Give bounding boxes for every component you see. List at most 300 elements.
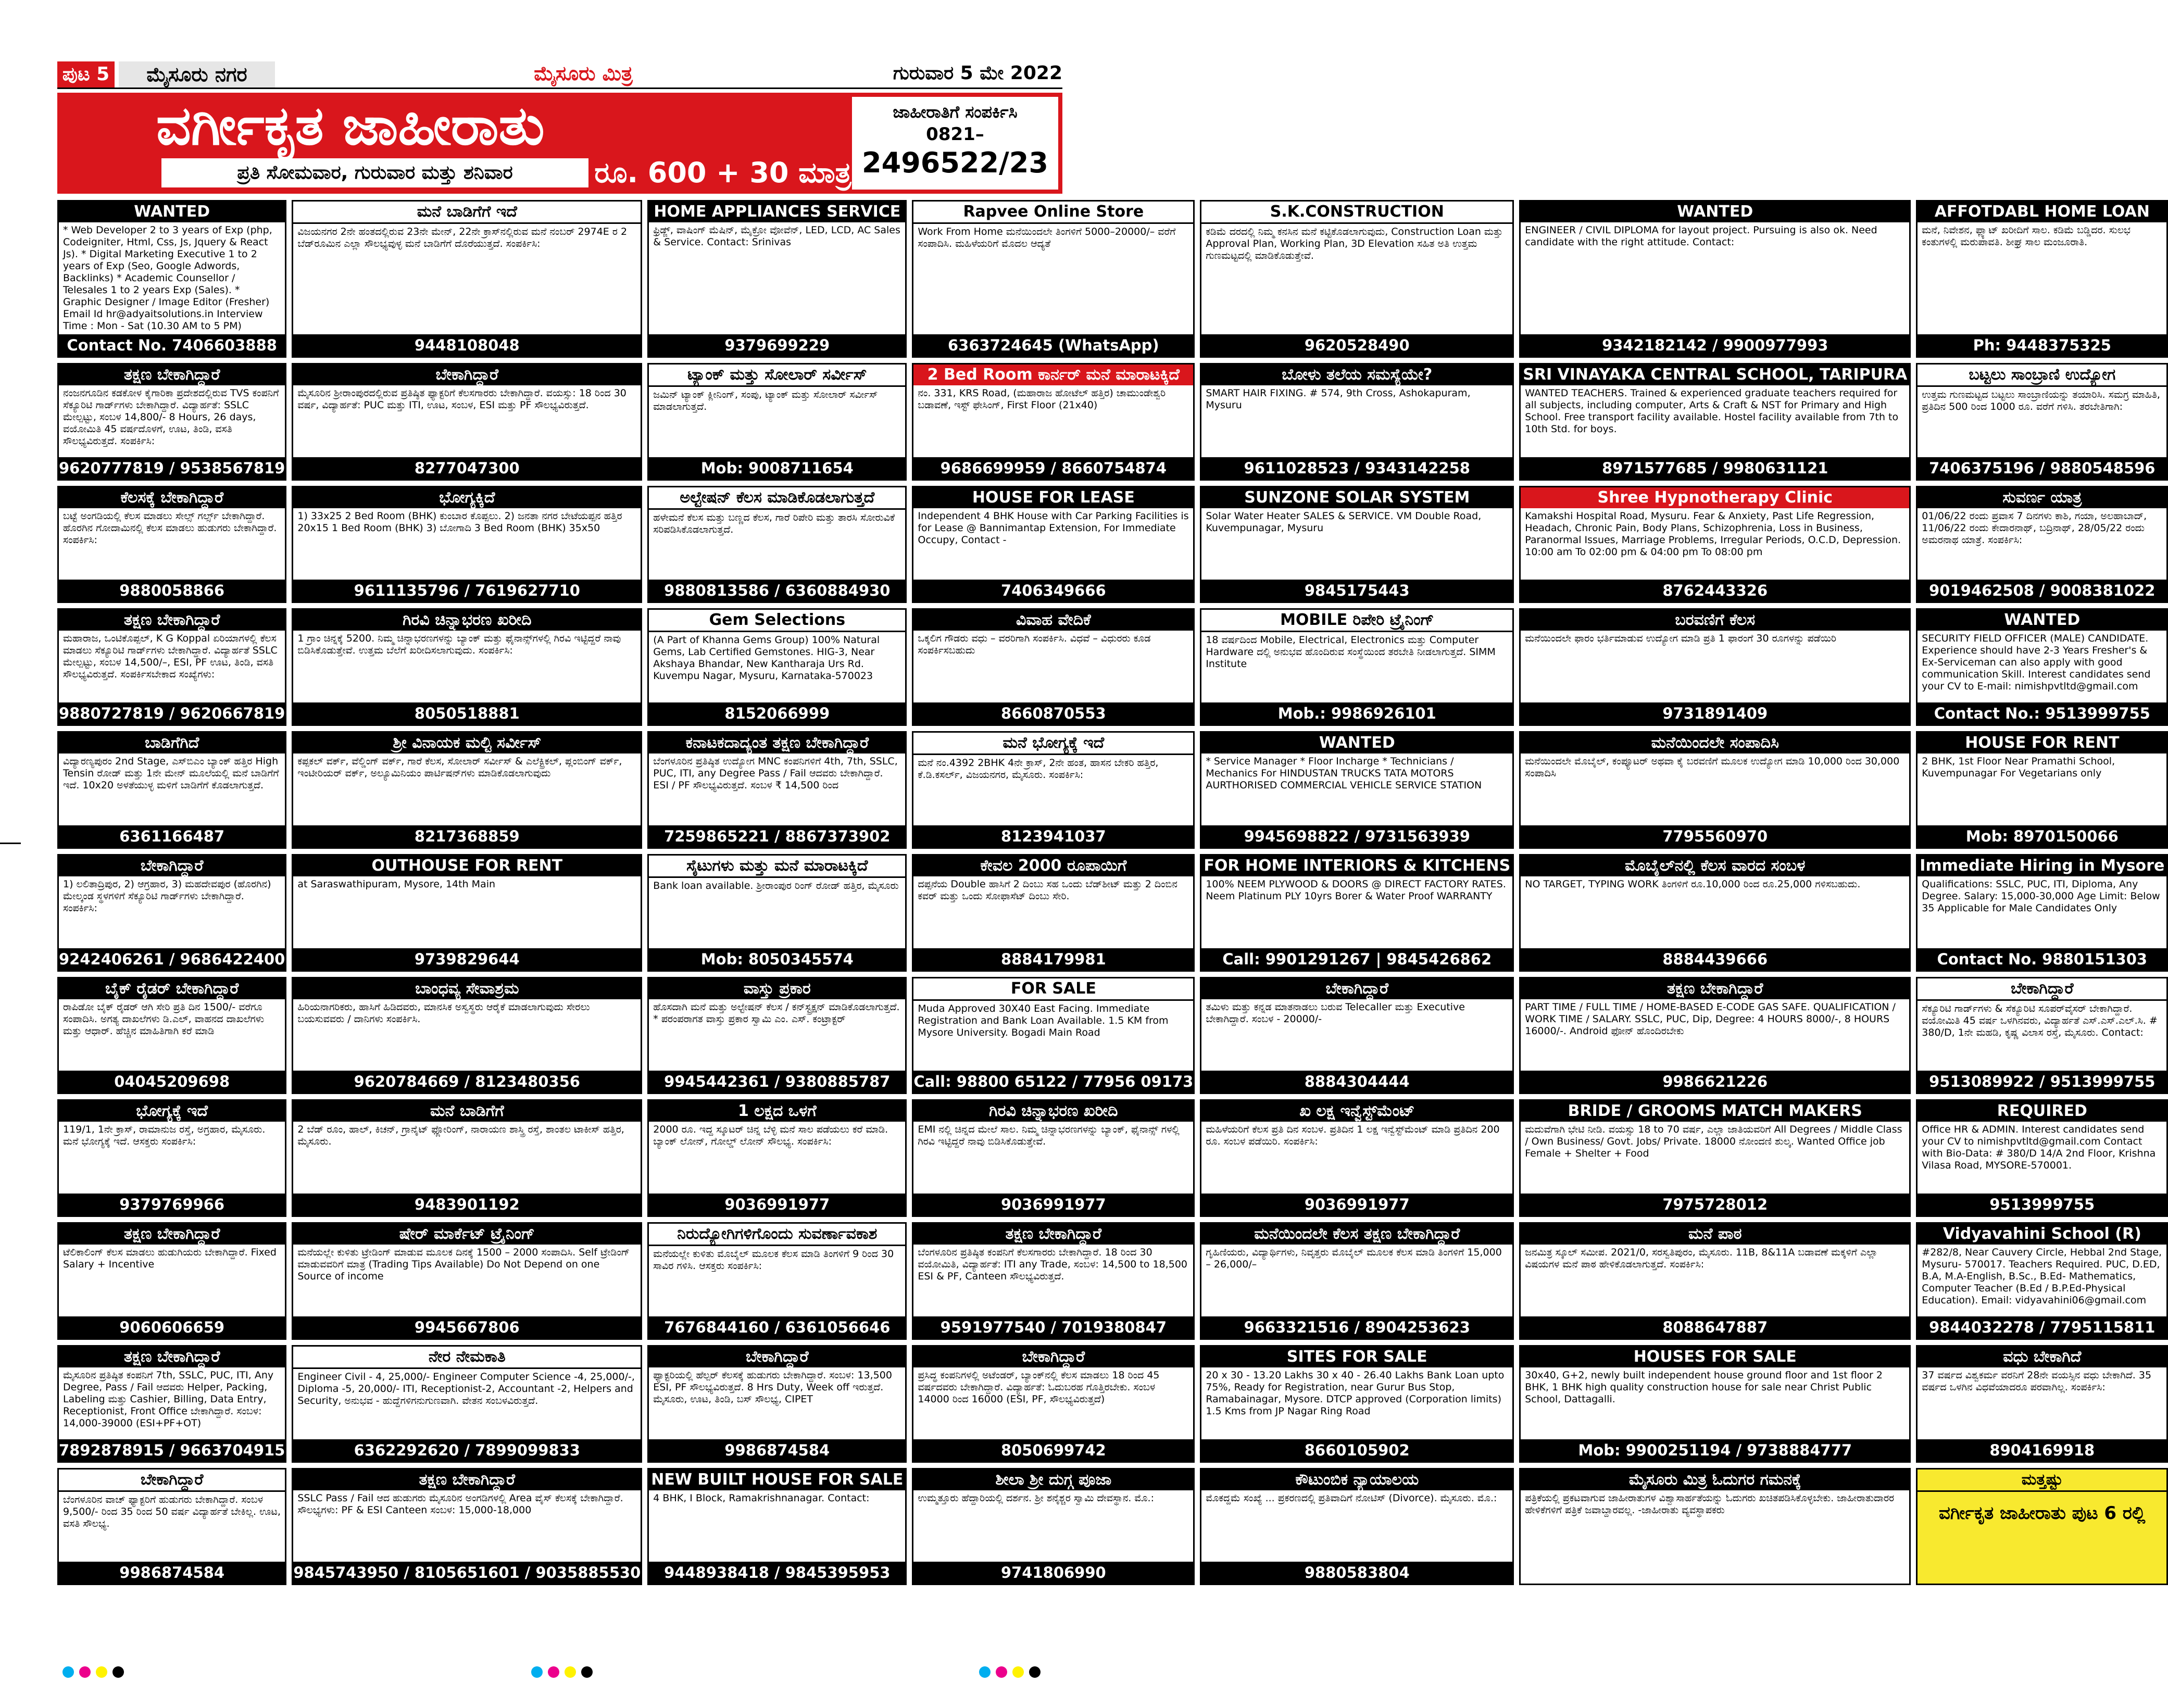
ad-body-text: ಕಪ್ಪಕಲ್ ವರ್ಕ್, ವೆಲ್ಡಿಂಗ್ ವರ್ಕ್, ಗಾರೆ ಕೆಲಸ, ಸೋಲಾರ್ ಸರ್ವೀಸ್ & ಎಲೆಕ್ಟ್ರಿಕಲ್, ಪ್ಲಂಬಿಂಗ್ ವರ್ಕ್, ಇಂಟೀರಿಯರ್ ವರ್ಕ್, ಅಲ್ಯೂಮಿನಿಯಂ ಪಾರ್ಟಿಷನ್‌ಗಳು ಮಾಡಿಕೊಡಲಾಗುವುದು — [297, 756, 622, 780]
ad-phone-number: 9845175443 — [1201, 580, 1512, 601]
ad-heading: ಬೋಳು ತಲೆಯ ಸಮಸ್ಯೆಯೇ? — [1201, 365, 1512, 385]
ad-body-text: Qualifications: SSLC, PUC, ITI, Diploma, Any Degree. Salary: 15,000-30,000 Age Limit: Below 35 Applicable for Male Candidates Only — [1922, 878, 2160, 914]
ad-body-text: ಗೃಹಿಣಿಯರು, ವಿದ್ಯಾರ್ಥಿಗಳು, ನಿವೃತ್ತರು ಮೊಬೈಲ್ ಮೂಲಕ ಕೆಲಸ ಮಾಡಿ ತಿಂಗಳಿಗೆ 15,000 – 26,000/– — [1206, 1247, 1502, 1271]
ad-heading: ತಕ್ಷಣ ಬೇಕಾಗಿದ್ದಾರೆ — [293, 1470, 641, 1490]
classified-ad — [292, 608, 642, 726]
ad-heading: WANTED — [59, 202, 285, 222]
ad-body-text: ರಾಪಿಡೋ ಬೈಕ್ ರೈಡರ್ ಆಗಿ ಸೇರಿ ಪ್ರತಿ ದಿನ 1500/- ವರೆಗೂ ಸಂಪಾದಿಸಿ. ಅಗತ್ಯ ದಾಖಲೆಗಳು ಡಿ.ಎಲ್, ವಾಹನದ ದಾಖಲೆಗಳು ಮತ್ತು ಆಧಾರ್. ಹೆಚ್ಚಿನ ಮಾಹಿತಿಗಾಗಿ ಕರೆ ಮಾಡಿ — [63, 1001, 265, 1037]
ad-phone-number: 8050518881 — [293, 702, 641, 724]
yellow-dot — [1012, 1666, 1024, 1678]
magenta-dot — [79, 1666, 91, 1678]
ad-body-text: * Web Developer 2 to 3 years of Exp (php, Codeigniter, Html, Css, Js, Jquery & React Js). * Digital Marketing Executive 1 to 2 years of Exp (Seo, Google Adwords, Backlinks) * Academic Counsellor / Telesales 1 to 2 years Exp (Sales). * Graphic Designer / Image Editor (Fresher) Email Id hr@adyaitsolutions.in Interview Time : Mon - Sat (10.30 AM to 5 PM) — [63, 224, 272, 332]
ad-heading: ತಕ್ಷಣ ಬೇಕಾಗಿದ್ದಾರೆ — [59, 1224, 285, 1245]
ad-phone-number: 9036991977 — [649, 1194, 905, 1215]
ad-heading: ಬೇಕಾಗಿದ್ದಾರೆ — [649, 1347, 905, 1367]
ad-phone-number: Contact No. 9880151303 — [1918, 948, 2166, 970]
header-title: ವರ್ಗೀಕೃತ ಜಾಹೀರಾತು — [156, 94, 545, 157]
classified-ad — [57, 1345, 286, 1463]
classified-ad — [1200, 1345, 1514, 1463]
ad-phone-number: 9342182142 / 9900977993 — [1521, 334, 1909, 356]
ad-heading: ನೇರ ನೇಮಕಾತಿ — [293, 1347, 641, 1369]
classified-ad — [57, 854, 286, 972]
ad-phone-number: 7795560970 — [1521, 825, 1909, 847]
ad-heading: WANTED — [1918, 610, 2166, 631]
ad-heading: S.K.CONSTRUCTION — [1201, 202, 1512, 224]
ad-body-text: ಬೆಂಗಳೂರಿನ ಪ್ರತಿಷ್ಠಿತ ಕಂಪನಿಗೆ ಕೆಲಸಗಾರರು ಬೇಕಾಗಿದ್ದಾರೆ. 18 ರಿಂದ 30 ವಯೋಮಿತಿ, ವಿದ್ಯಾರ್ಹತೆ: ITI any Trade, ಸಂಬಳ: 14,500 to 18,500 ESI & PF, Canteen ಸೌಲಭ್ಯವಿರುತ್ತದೆ. — [918, 1247, 1188, 1283]
ad-body-text: ಫ್ಯಾಕ್ಟರಿಯಲ್ಲಿ ಹೆಲ್ಪರ್ ಕೆಲಸಕ್ಕೆ ಹುಡುಗರು ಬೇಕಾಗಿದ್ದಾರೆ. ಸಂಬಳ: 13,500 ESI, PF ಸೌಲಭ್ಯವಿರುತ್ತದೆ. 8 Hrs Duty, Week off ಇರುತ್ತದೆ. ಮೈಸೂರು, ಊಟ, ತಿಂಡಿ, ಬಸ್ ಸೌಲಭ್ಯ, CIPET — [653, 1369, 892, 1405]
ad-heading: ಅಲ್ಟೇಷನ್ ಕೆಲಸ ಮಾಡಿಕೊಡಲಾಗುತ್ತದೆ — [649, 487, 905, 510]
publication-date: ಗುರುವಾರ 5 ಮೇ 2022 — [893, 62, 1062, 84]
classified-ad — [647, 977, 907, 1095]
ad-heading: ಮನೆಯಿಂದಲೇ ಕೆಲಸ ತಕ್ಷಣ ಬೇಕಾಗಿದ್ದಾರೆ — [1201, 1224, 1512, 1245]
ad-body-text: ಹಳೇಮನೆ ಕೆಲಸ ಮತ್ತು ಬಣ್ಣದ ಕೆಲಸ, ಗಾರೆ ರಿಪೇರಿ ಮತ್ತು ತಾರಸಿ ಸೋರುವಿಕೆ ಸರಿಪಡಿಸಿಕೊಡಲಾಗುತ್ತದೆ. — [653, 511, 895, 535]
ad-body-text: Kamakshi Hospital Road, Mysuru. Fear & Anxiety, Past Life Regression, Headach, Chronic Pain, Body Plans, Schizophrenia, Loss in Business, Paranormal Issues, Marriage Problems, Irregular Periods, O.C.D, Depression. 10:00 am To 02:00 pm & 04:00 pm To 08:00 pm — [1525, 510, 1901, 558]
ad-phone-number: 9663321516 / 8904253623 — [1201, 1316, 1512, 1338]
ad-heading: HOME APPLIANCES SERVICE — [649, 202, 905, 222]
yellow-dot — [96, 1666, 107, 1678]
ad-phone-number: 8904169918 — [1918, 1439, 2166, 1461]
classified-ad — [1916, 1222, 2168, 1340]
classified-ad — [1519, 608, 1911, 726]
ad-heading: REQUIRED — [1918, 1101, 2166, 1122]
ad-body-text: ಮನೆಯಲ್ಲೇ ಕುಳಿತು ಟ್ರೇಡಿಂಗ್ ಮಾಡುವ ಮೂಲಕ ದಿನಕ್ಕೆ 1500 – 2000 ಸಂಪಾದಿಸಿ. Self ಟ್ರೇಡಿಂಗ್ ಮಾಡುವವರಿಗೆ ಮಾತ್ರ (Trading Tips Available) Do Not Depend on one Source of income — [297, 1247, 630, 1283]
ad-phone-number: 9880058866 — [59, 580, 285, 601]
classified-ad — [647, 1222, 907, 1340]
ad-body-text: SSLC Pass / Fail ಆದ ಹುಡುಗರು ಮೈಸೂರಿನ ಅಂಗಡಿಗಳಲ್ಲಿ Area ವೈಸ್ ಕೆಲಸಕ್ಕೆ ಬೇಕಾಗಿದ್ದಾರೆ. ಸೌಲಭ್ಯಗಳು: PF & ESI Canteen ಸಂಬಳ: 15,000-18,000 — [297, 1492, 623, 1516]
ad-heading: ಮನೆ ಬಾಡಿಗೆಗೆ — [293, 1101, 641, 1122]
ad-heading: ಮನೆ ಪಾಠ — [1521, 1224, 1909, 1245]
classified-ad — [292, 1099, 642, 1217]
classified-ad — [647, 200, 907, 358]
page-number: ಪುಟ 5 — [57, 61, 115, 87]
ad-phone-number: Contact No.: 9513999755 — [1918, 702, 2166, 724]
ad-phone-number: 7892878915 / 9663704915 — [59, 1439, 285, 1461]
classified-ad — [912, 486, 1195, 604]
ad-heading: ಭೋಗ್ಯಕ್ಕೆ ಇದೆ — [59, 1101, 285, 1122]
classified-ad — [912, 1099, 1195, 1217]
ad-heading: ಗಿರವಿ ಚಿನ್ನಾಭರಣ ಖರೀದಿ — [913, 1101, 1193, 1122]
ad-body-text: ಬೆಂಗಳೂರಿನ ಪ್ರತಿಷ್ಠಿತ ಉದ್ಯೋಗ MNC ಕಂಪನಿಗಳಿಗೆ 4th, 7th, SSLC, PUC, ITI, any Degree Pass / Fail ಆದವರು ಬೇಕಾಗಿದ್ದಾರೆ. ESI / PF ಸೌಲಭ್ಯವಿರುತ್ತದೆ. ಸಂಬಳ ₹ 14,500 ರಿಂದ — [653, 756, 898, 792]
classified-ad — [57, 363, 286, 481]
ad-phone-number: Mob: 9008711654 — [649, 457, 905, 479]
classified-ad — [1200, 200, 1514, 358]
ad-body-text: SMART HAIR FIXING. # 574, 9th Cross, Ashokapuram, Mysuru — [1206, 387, 1471, 411]
top-strip — [57, 58, 1062, 89]
ad-phone-number: Ph: 9448375325 — [1918, 334, 2166, 356]
classified-ad — [1200, 608, 1514, 726]
ad-heading: ವಧು ಬೇಕಾಗಿದೆ — [1918, 1347, 2166, 1367]
ad-phone-number: 9880727819 / 9620667819 — [59, 702, 285, 724]
ad-phone-number: Contact No. 7406603888 — [59, 334, 285, 356]
classifieds-header — [57, 93, 1062, 194]
classified-ad — [292, 1468, 642, 1586]
ad-body-text: ತಮಿಳು ಮತ್ತು ಕನ್ನಡ ಮಾತನಾಡಲು ಬರುವ Telecaller ಮತ್ತು Executive ಬೇಕಾಗಿದ್ದಾರೆ. ಸಂಬಳ - 20000/- — [1206, 1001, 1465, 1025]
classified-ad — [57, 977, 286, 1095]
ad-heading: FOR SALE — [913, 978, 1193, 1001]
ad-heading: FOR HOME INTERIORS & KITCHENS — [1201, 856, 1512, 876]
ad-heading: ಮೊಬೈಲ್‌ನಲ್ಲಿ ಕೆಲಸ ವಾರದ ಸಂಬಳ — [1521, 856, 1909, 876]
classified-ad — [1519, 1468, 1911, 1586]
classified-ad — [292, 731, 642, 849]
cyan-dot — [62, 1666, 74, 1678]
ad-phone-number: Mob: 9900251194 / 9738884777 — [1521, 1439, 1909, 1461]
ad-heading: ಬೇಕಾಗಿದ್ದಾರೆ — [59, 856, 285, 876]
ad-body-text: ಬಟ್ಟೆ ಅಂಗಡಿಯಲ್ಲಿ ಕೆಲಸ ಮಾಡಲು ಸೇಲ್ಸ್ ಗರ್ಲ್ಸ್ ಬೇಕಾಗಿದ್ದಾರೆ. ಹೊರಗಿನ ಗೋದಾಮಿನಲ್ಲಿ ಕೆಲಸ ಮಾಡಲು ಹುಡುಗರು ಬೇಕಾಗಿದ್ದಾರೆ. ಸಂಪರ್ಕಿಸಿ: — [63, 510, 277, 546]
contact-number: 2496522/23 — [862, 146, 1048, 179]
ad-heading: ಕನಾಟಕದಾದ್ಯಂತ ತಕ್ಷಣ ಬೇಕಾಗಿದ್ದಾರೆ — [649, 733, 905, 753]
ad-heading: ತಕ್ಷಣ ಬೇಕಾಗಿದ್ದಾರೆ — [1521, 978, 1909, 999]
ad-body-text: 20 x 30 - 13.20 Lakhs 30 x 40 - 26.40 Lakhs Bank Loan upto 75%, Ready for Registration, near Gurur Bus Stop, Ramabainagar, Mysore. DTCP approved (Corporation limits) 1.5 Kms from JP Nagar Ring Road — [1206, 1369, 1505, 1417]
ad-heading: ವಾಸ್ತು ಪ್ರಕಾರ — [649, 978, 905, 999]
ad-phone-number: 9611028523 / 9343142258 — [1201, 457, 1512, 479]
ad-phone-number: 7406349666 — [913, 580, 1193, 601]
classified-ad — [647, 731, 907, 849]
ad-phone-number: 04045209698 — [59, 1071, 285, 1092]
classified-ad — [912, 363, 1195, 481]
ad-phone-number: 7406375196 / 9880548596 — [1918, 457, 2166, 479]
classified-ad — [292, 977, 642, 1095]
ad-body-text: * Service Manager * Floor Incharge * Technicians / Mechanics For HINDUSTAN TRUCKS TATA MOTORS AURTHORISED COMMERCIAL VEHICLE SERVICE STATION — [1206, 756, 1482, 792]
ad-heading: SRI VINAYAKA CENTRAL SCHOOL, TARIPURA — [1521, 365, 1909, 385]
classified-ad — [1519, 1345, 1911, 1463]
ad-heading: ಟ್ಯಾಂಕ್ ಮತ್ತು ಸೋಲಾರ್ ಸರ್ವೀಸ್ — [649, 365, 905, 387]
ad-body-text: 37 ವರ್ಷದ ವಿಶ್ವಕರ್ಮ ವರನಿಗೆ 28ನೇ ವಯಸ್ಸಿನ ವಧು ಬೇಕಾಗಿದೆ. 35 ವರ್ಷದ ಒಳಗಿನ ವಿಧವೆಯಾದರೂ ಪರವಾಗಿಲ್ಲ. ಸಂಪರ್ಕಿಸಿ: — [1922, 1369, 2152, 1393]
ad-body-text: Muda Approved 30X40 East Facing. Immediate Registration and Bank Loan Available. 1.5 KM from Mysore University. Bogadi Main Road — [918, 1002, 1169, 1038]
ad-body-text: ಉತ್ತಮ ಗುಣಮಟ್ಟದ ಬಟ್ಟಲು ಸಾಂಬ್ರಾಣಿಯನ್ನು ತಯಾರಿಸಿ. ಸಮಗ್ರ ಮಾಹಿತಿ, ಪ್ರತಿದಿನ 500 ರಿಂದ 1000 ರೂ. ವರೆಗೆ ಗಳಿಸಿ. ತರಬೇತಿಗಾಗಿ: — [1922, 389, 2160, 412]
classified-ad — [1916, 200, 2168, 358]
ad-phone-number: 9036991977 — [1201, 1194, 1512, 1215]
ad-body-text: 2 ಬೆಡ್ ರೂಂ, ಹಾಲ್, ಕಿಚನ್, ಗ್ರಾನೈಟ್ ಫ್ಲೋರಿಂಗ್, ನಾರಾಯಣ ಶಾಸ್ತ್ರಿ ರಸ್ತೆ, ಶಾಂತಲ ಟಾಕೀಸ್ ಹತ್ತಿರ, ಮೈಸೂರು. — [297, 1124, 624, 1148]
ad-phone-number: 9036991977 — [913, 1194, 1193, 1215]
ad-heading: SITES FOR SALE — [1201, 1347, 1512, 1367]
ad-heading: SUNZONE SOLAR SYSTEM — [1201, 487, 1512, 508]
ad-heading: ತಕ್ಷಣ ಬೇಕಾಗಿದ್ದಾರೆ — [913, 1224, 1193, 1245]
classified-ad — [292, 200, 642, 358]
ad-phone-number: 9060606659 — [59, 1316, 285, 1338]
ad-heading: ಬೇಕಾಗಿದ್ದಾರೆ — [1201, 978, 1512, 999]
ad-heading: ಬೇಕಾಗಿದ್ದಾರೆ — [1918, 978, 2166, 1001]
ad-body-text: ಮನೆ ನಂ.4392 2BHK 4ನೇ ಕ್ರಾಸ್, 2ನೇ ಹಂತ, ಹಾಸನ ಬೇಕರಿ ಹತ್ತಿರ, ಕೆ.ಡಿ.ಕಸರ್ಲ್, ವಿಜಯನಗರ, ಮೈಸೂರು. ಸಂಪರ್ಕಿಸಿ: — [918, 757, 1159, 781]
color-registration-left — [62, 1666, 124, 1682]
ad-heading: 1 ಲಕ್ಷದ ಒಳಗೆ — [649, 1101, 905, 1122]
ad-phone-number: 9448108048 — [293, 334, 641, 356]
ad-heading: ಭೋಗ್ಯಕ್ಕಿದೆ — [293, 487, 641, 508]
ad-phone-number: 8884439666 — [1521, 948, 1909, 970]
ad-phone-number: 9513089922 / 9513999755 — [1918, 1071, 2166, 1092]
ad-body-text: ಮನೆಯಿಂದಲೇ ಫಾರಂ ಭರ್ತಿಮಾಡುವ ಉದ್ಯೋಗ ಮಾಡಿ ಪ್ರತಿ 1 ಫಾರಂಗೆ 30 ರೂಗಳನ್ನು ಪಡೆಯಿರಿ — [1525, 633, 1837, 645]
ad-body-text: Independent 4 BHK House with Car Parking Facilities is for Lease @ Bannimantap Extension, For Immediate Occupy, Contact - — [918, 510, 1189, 546]
ad-body-text: ಕಡಿಮೆ ದರದಲ್ಲಿ ನಿಮ್ಮ ಕನಸಿನ ಮನೆ ಕಟ್ಟಿಕೊಡಲಾಗುವುದು, Construction Loan ಮತ್ತು Approval Plan, Working Plan, 3D Elevation ಸಹಿತ ಅತಿ ಉತ್ತಮ ಗುಣಮಟ್ಟದಲ್ಲಿ ಮಾಡಿಕೊಡುತ್ತೇವೆ. — [1206, 226, 1503, 261]
ad-body-text: ಮಹಿಳೆಯರಿಗೆ ಕೆಲಸ ಪ್ರತಿ ದಿನ ಸಂಬಳ. ಪ್ರತಿದಿನ 1 ಲಕ್ಷ ಇನ್ವೆಸ್ಟ್‌ಮೆಂಟ್ ಮಾಡಿ ಪ್ರತಿದಿನ 200 ರೂ. ಸಂಬಳ ಪಡೆಯಿರಿ. ಸಂಪರ್ಕಿಸಿ: — [1206, 1124, 1500, 1148]
ad-body-text: ಉಮ್ಮತ್ತೂರು ಹೆದ್ದಾರಿಯಲ್ಲಿ ದರ್ಶನ. ಶ್ರೀ ಶನೈಶ್ಚರ ಸ್ವಾಮಿ ದೇವಸ್ಥಾನ. ಮೊ.: — [918, 1492, 1154, 1504]
ad-heading: ತಕ್ಷಣ ಬೇಕಾಗಿದ್ದಾರೆ — [59, 610, 285, 631]
classified-ad — [57, 731, 286, 849]
ad-heading: OUTHOUSE FOR RENT — [293, 856, 641, 876]
classified-ad — [57, 1468, 286, 1586]
classified-ad — [1916, 363, 2168, 481]
ad-heading: ಬೇಕಾಗಿದ್ದಾರೆ — [913, 1347, 1193, 1367]
ad-phone-number: 9620784669 / 8123480356 — [293, 1071, 641, 1092]
classified-ad — [912, 1345, 1195, 1463]
ad-heading: ಗಿರವಿ ಚಿನ್ನಾಭರಣ ಖರೀದಿ — [293, 610, 641, 631]
ad-heading: ತಕ್ಷಣ ಬೇಕಾಗಿದ್ದಾರೆ — [59, 1347, 285, 1367]
ad-phone-number: 6361166487 — [59, 825, 285, 847]
ad-heading: ಕೌಟುಂಬಿಕ ನ್ಯಾಯಾಲಯ — [1201, 1470, 1512, 1490]
ad-body-text: 01/06/22 ರಂದು ಪ್ರವಾಸ 7 ದಿನಗಳು ಕಾಶಿ, ಗಯಾ, ಅಲಹಾಬಾದ್, 11/06/22 ರಂದು ಕೇದಾರನಾಥ್, ಬದ್ರಿನಾಥ್, 28/05/22 ರಂದು ಅಮರನಾಥ ಯಾತ್ರೆ. ಸಂಪರ್ಕಿಸಿ: — [1922, 510, 2147, 546]
ad-phone-number: 9242406261 / 9686422400 — [59, 948, 285, 970]
ad-body-text: 2 BHK, 1st Floor Near Pramathi School, Kuvempunagar For Vegetarians only — [1922, 756, 2115, 780]
magenta-dot — [996, 1666, 1007, 1678]
ad-heading: ಕೇವಲ 2000 ರೂಪಾಯಿಗೆ — [913, 856, 1193, 876]
classified-ad — [57, 1222, 286, 1340]
ad-heading: ಕೆಲಸಕ್ಕೆ ಬೇಕಾಗಿದ್ದಾರೆ — [59, 487, 285, 508]
ad-phone-number: 9741806990 — [913, 1562, 1193, 1584]
classified-ad — [647, 486, 907, 604]
ad-phone-number: 9379699229 — [649, 334, 905, 356]
contact-code: 0821– — [926, 124, 984, 145]
ad-body-text: ಹೊಸದಾಗಿ ಮನೆ ಮತ್ತು ಅಲ್ಟೇಷನ್ ಕೆಲಸ / ಕನ್‌ಸ್ಟ್ರಕ್ಷನ್ ಮಾಡಿಕೊಡಲಾಗುತ್ತದೆ. * ಪರಂಪರಾಗತ ವಾಸ್ತು ಪ್ರಕಾರ ಸ್ವಾಮಿ ಎಂ. ಎಸ್. ಕಂಟ್ರಾಕ್ಟರ್ — [653, 1001, 900, 1025]
ad-body-text: ವಿಜಯನಗರ 2ನೇ ಹಂತದಲ್ಲಿರುವ 23ನೇ ಮೇನ್, 22ನೇ ಕ್ರಾಸ್‌ನಲ್ಲಿರುವ ಮನೆ ನಂಬರ್ 2974E ರ 2 ಬೆಡ್‌ರೂಮಿನ ಎಲ್ಲಾ ಸೌಲಭ್ಯವುಳ್ಳ ಮನೆ ಬಾಡಿಗೆಗೆ ದೊರೆಯುತ್ತದೆ. ಸಂಪರ್ಕಿಸಿ: — [297, 226, 628, 249]
ad-body-text: ENGINEER / CIVIL DIPLOMA for layout project. Pursuing is also ok. Need candidate with the right attitude. Contact: — [1525, 224, 1877, 248]
ad-phone-number: 8277047300 — [293, 457, 641, 479]
ad-heading: ಬರವಣಿಗೆ ಕೆಲಸ — [1521, 610, 1909, 631]
ad-phone-number: 9845743950 / 8105651601 / 9035885530 — [293, 1562, 641, 1584]
classified-ad — [292, 1222, 642, 1340]
ad-body-text: ಬೆಂಗಳೂರಿನ ವಾಚ್ ಫ್ಯಾಕ್ಟರಿಗೆ ಹುಡುಗರು ಬೇಕಾಗಿದ್ದಾರೆ. ಸಂಬಳ 9,500/- ರಿಂದ 35 ರಿಂದ 50 ವರ್ಷ ವಿದ್ಯಾರ್ಹತೆ ಬೇಕಿಲ್ಲ. ಊಟ, ವಸತಿ ಸೌಲಭ್ಯ. — [63, 1493, 281, 1529]
ad-body-text: Bank loan available. ಶ್ರೀರಾಂಪುರ ರಿಂಗ್ ರೋಡ್ ಹತ್ತಿರ, ಮೈಸೂರು — [653, 880, 899, 891]
ad-body-text: Office HR & ADMIN. Interest candidates send your CV to nimishpvtltd@gmail.com Contact with Bio-Data: # 380/D 14/A 2nd Floor, Krishna Vilasa Road, MYSORE-570001. — [1922, 1124, 2156, 1172]
ad-phone-number: 8660870553 — [913, 702, 1193, 724]
ad-heading: ಮೈಸೂರು ಮಿತ್ರ ಓದುಗರ ಗಮನಕ್ಕೆ — [1521, 1470, 1909, 1490]
ad-body-text: WANTED TEACHERS. Trained & experienced graduate teachers required for all subjects, including computer, Arts & Craft & NST for Primary and High School. Free transport facility available. Hostel facility available from 7th to 10th Std. for boys. — [1525, 387, 1899, 435]
header-price: ರೂ. 600 + 30 ಮಾತ್ರ — [594, 156, 851, 189]
ad-body-text: ಹಿರಿಯನಾಗರಿಕರು, ಹಾಸಿಗೆ ಹಿಡಿದವರು, ಮಾನಸಿಕ ಅಸ್ವಸ್ಥರು ಆರೈಕೆ ಮಾಡಲಾಗುವುದು ಸೇರಲು ಬಯಸುವವರು / ದಾನಿಗಳು ಸಂಪರ್ಕಿಸಿ. — [297, 1001, 590, 1025]
ad-body-text: ವಿದ್ಯಾರಣ್ಯಪುರಂ 2nd Stage, ಎಸ್‌ಬಿಎಂ ಬ್ಯಾಂಕ್ ಹತ್ತಿರ High Tensin ರೋಡ್ ಮತ್ತು 1ನೇ ಮೇನ್ ಮೂಲೆಯಲ್ಲಿ ಮನೆ ಬಾಡಿಗೆಗೆ ಇದೆ. 10x20 ಅಳತೆಯುಳ್ಳ ಮಳಿಗೆ ಬಾಡಿಗೆಗೆ ಕೊಡಲಾಗುತ್ತದೆ. — [63, 756, 279, 792]
ad-heading: AFFOTDABL HOME LOAN — [1918, 202, 2166, 222]
section-name: ಮೈಸೂರು ನಗರ — [119, 61, 275, 87]
ad-phone-number: 8884304444 — [1201, 1071, 1512, 1092]
classified-ad — [912, 977, 1195, 1095]
ad-phone-number: 7676844160 / 6361056646 — [649, 1316, 905, 1338]
classified-ad — [57, 608, 286, 726]
ad-heading: ಮನೆ ಬಾಡಿಗೆಗೆ ಇದೆ — [293, 202, 641, 224]
classified-ad — [292, 363, 642, 481]
ad-heading: ಮನೆ ಭೋಗ್ಯಕ್ಕೆ ಇದೆ — [913, 733, 1193, 755]
black-dot — [1029, 1666, 1041, 1678]
classified-ad — [647, 1099, 907, 1217]
classified-ad — [647, 854, 907, 972]
classified-ad — [1916, 977, 2168, 1095]
ad-body-text: ಮೊಕದ್ದಮೆ ಸಂಖ್ಯೆ ... ಪ್ರಕರಣದಲ್ಲಿ ಪ್ರತಿವಾದಿಗೆ ನೋಟಿಸ್ (Divorce). ಮೈಸೂರು. ಮೊ.: — [1206, 1492, 1497, 1504]
ad-phone-number: 9945442361 / 9380885787 — [649, 1071, 905, 1092]
ad-phone-number: 9591977540 / 7019380847 — [913, 1316, 1193, 1338]
classified-ad — [1519, 1222, 1911, 1340]
ad-phone-number: 8660105902 — [1201, 1439, 1512, 1461]
contact-label: ಜಾಹೀರಾತಿಗೆ ಸಂಪರ್ಕಿಸಿ — [893, 102, 1018, 122]
classified-ad — [1916, 1345, 2168, 1463]
ad-heading: Rapvee Online Store — [913, 202, 1193, 224]
ad-heading: MOBILE ರಿಪೇರಿ ಟ್ರೈನಿಂಗ್ — [1201, 610, 1512, 632]
ad-phone-number: 9986621226 — [1521, 1071, 1909, 1092]
ad-phone-number: Call: 9901291267 | 9845426862 — [1201, 948, 1512, 970]
classified-ad — [912, 1468, 1195, 1586]
ad-phone-number: 8762443326 — [1521, 580, 1909, 601]
yellow-dot — [565, 1666, 576, 1678]
ad-heading: WANTED — [1521, 202, 1909, 222]
classified-ad — [292, 1345, 642, 1463]
ad-heading: ಬಾಂಧವ್ಯ ಸೇವಾಶ್ರಮ — [293, 978, 641, 999]
ad-heading: ಸುವರ್ಣ ಯಾತ್ರ — [1918, 487, 2166, 508]
ad-grid — [57, 200, 2165, 1708]
ad-heading: HOUSE FOR RENT — [1918, 733, 2166, 753]
classified-ad — [1916, 486, 2168, 604]
ad-body-text: 30x40, G+2, newly built independent house ground floor and 1st floor 2 BHK, 1 BHK high quality construction house for sale near Christ Public School, Dattagalli. — [1525, 1369, 1883, 1405]
classified-ad — [1200, 1099, 1514, 1217]
ad-heading: HOUSES FOR SALE — [1521, 1347, 1909, 1367]
ad-body-text: ನಂಜನಗೂಡಿನ ಕಡಕೋಳ ಕೈಗಾರಿಕಾ ಪ್ರದೇಶದಲ್ಲಿರುವ TVS ಕಂಪನಿಗೆ ಸೆಕ್ಯೂರಿಟಿ ಗಾರ್ಡ್‌ಗಳು ಬೇಕಾಗಿದ್ದಾರೆ. ವಿದ್ಯಾರ್ಹತೆ: SSLC ಮೇಲ್ಪಟ್ಟು, ಸಂಬಳ 14,800/- 8 Hours, 26 days, ವಯೋಮಿತಿ 45 ವರ್ಷದೊಳಗೆ, ಊಟ, ತಿಂಡಿ, ವಸತಿ ಸೌಲಭ್ಯವಿರುತ್ತದೆ. ಸಂಪರ್ಕಿಸಿ: — [63, 387, 279, 447]
ad-phone-number: 9620777819 / 9538567819 — [59, 457, 285, 479]
classified-ad — [1200, 363, 1514, 481]
ad-phone-number: 8152066999 — [649, 702, 905, 724]
ad-body-text: 1 ಗ್ರಾಂ ಚಿನ್ನಕ್ಕೆ 5200. ನಿಮ್ಮ ಚಿನ್ನಾಭರಣಗಳನ್ನು ಬ್ಯಾಂಕ್ ಮತ್ತು ಫೈನಾನ್ಸ್‌ಗಳಲ್ಲಿ ಗಿರವಿ ಇಟ್ಟಿದ್ದರೆ ನಾವು ಬಿಡಿಸಿಕೊಡುತ್ತೇವೆ. ಉತ್ತಮ ಬೆಲೆಗೆ ಖರೀದಿಸಲಾಗುವುದು. ಸಂಪರ್ಕಿಸಿ: — [297, 633, 621, 657]
classified-ad — [647, 1345, 907, 1463]
cyan-dot — [979, 1666, 991, 1678]
ad-phone-number: 6363724645 (WhatsApp) — [913, 334, 1193, 356]
ad-heading: NEW BUILT HOUSE FOR SALE — [649, 1470, 905, 1490]
classified-ad — [1200, 731, 1514, 849]
ad-heading: ತಕ್ಷಣ ಬೇಕಾಗಿದ್ದಾರೆ — [59, 365, 285, 385]
ad-heading: ಮತ್ತಷ್ಟು — [1918, 1470, 2166, 1492]
ad-body-text: 1) ಲಲಿತಾದ್ರಿಪುರ, 2) ಆಗ್ರಹಾರ, 3) ಮಹದೇವಪುರ (ಹೊರಗಿನ) ಮೇಲ್ಕಂಡ ಸ್ಥಳಗಳಿಗೆ ಸೆಕ್ಯೂರಿಟಿ ಗಾರ್ಡ್‌ಗಳು ಬೇಕಾಗಿದ್ದಾರೆ. ಸಂಪರ್ಕಿಸಿ: — [63, 878, 271, 914]
ad-phone-number: 8971577685 / 9980631121 — [1521, 457, 1909, 479]
ad-phone-number: 9739829644 — [293, 948, 641, 970]
ad-body-text: ನಂ. 331, KRS Road, (ಮಹಾರಾಜ ಹೋಟೆಲ್ ಹತ್ತಿರ) ಚಾಮುಂಡೇಶ್ವರಿ ಬಡಾವಣೆ, ಇಸ್ಟ್ ಫೇಸಿಂಗ್, First Floor (21x40) — [918, 387, 1166, 411]
classified-ad — [1916, 731, 2168, 849]
ad-heading: ಬೇಕಾಗಿದ್ದಾರೆ — [59, 1470, 285, 1492]
ad-phone-number: 9945698822 / 9731563939 — [1201, 825, 1512, 847]
ad-phone-number: 8884179981 — [913, 948, 1193, 970]
ad-heading: Vidyavahini School (R) — [1918, 1224, 2166, 1245]
ad-body-text: ಫ್ರಿಡ್ಜ್, ವಾಷಿಂಗ್ ಮೆಷಿನ್, ಮೈಕ್ರೋ ವೋವೆನ್, LED, LCD, AC Sales & Service. Contact: Srinivas — [653, 224, 900, 248]
ad-phone-number: 9880583804 — [1201, 1562, 1512, 1584]
classified-ad — [1200, 977, 1514, 1095]
color-registration-center — [531, 1666, 593, 1682]
ad-heading: ಬಟ್ಟಲು ಸಾಂಬ್ರಾಣಿ ಉದ್ಯೋಗ — [1918, 365, 2166, 387]
magenta-dot — [548, 1666, 559, 1678]
header-subtitle: ಪ್ರತಿ ಸೋಮವಾರ, ಗುರುವಾರ ಮತ್ತು ಶನಿವಾರ — [161, 158, 588, 187]
classified-ad — [1519, 200, 1911, 358]
classified-ad — [1519, 363, 1911, 481]
ad-heading: ಷೇರ್ ಮಾರ್ಕೆಟ್ ಟ್ರೈನಿಂಗ್ — [293, 1224, 641, 1245]
ad-heading: ವಿವಾಹ ವೇದಿಕೆ — [913, 610, 1193, 631]
classified-ad — [1519, 977, 1911, 1095]
ad-heading: ಬೈಕ್ ರೈಡರ್ ಬೇಕಾಗಿದ್ದಾರೆ — [59, 978, 285, 999]
ad-heading: HOUSE FOR LEASE — [913, 487, 1193, 508]
ad-phone-number: 9448938418 / 9845395953 — [649, 1562, 905, 1584]
ad-body-text: Work From Home ಮನೆಯಿಂದಲೇ ತಿಂಗಳಿಗೆ 5000–20000/– ವರೆಗೆ ಸಂಪಾದಿಸಿ. ಮಹಿಳೆಯರಿಗೆ ಮೊದಲ ಆದ್ಯತೆ — [918, 226, 1176, 249]
ad-body-text: ಒಕ್ಕಲಿಗ ಗೌಡರು ವಧು – ವರರಿಗಾಗಿ ಸಂಪರ್ಕಿಸಿ. ವಿಧವೆ – ವಿಧುರರು ಕೂಡ ಸಂಪರ್ಕಿಸಬಹುದು — [918, 633, 1151, 657]
header-contact-box — [852, 97, 1058, 190]
ad-body-text: Solar Water Heater SALES & SERVICE. VM Double Road, Kuvempunagar, Mysuru — [1206, 510, 1482, 534]
classified-ad — [1916, 854, 2168, 972]
classified-ad — [1916, 1468, 2168, 1586]
ad-body-text: 100% NEEM PLYWOOD & DOORS @ DIRECT FACTORY RATES. Neem Platinum PLY 10yrs Borer & Water Proof WARRANTY — [1206, 878, 1506, 902]
cyan-dot — [531, 1666, 543, 1678]
ad-body-text: ಮನೆಯಿಂದಲೇ ಮೊಬೈಲ್, ಕಂಪ್ಯೂಟರ್ ಅಥವಾ ಕೈ ಬರವಣಿಗೆ ಮೂಲಕ ಉದ್ಯೋಗ ಮಾಡಿ 10,000 ರಿಂದ 30,000 ಸಂಪಾದಿಸಿ — [1525, 756, 1900, 780]
classified-ad — [1200, 486, 1514, 604]
ad-phone-number: 9880813586 / 6360884930 — [649, 580, 905, 601]
ad-heading: Shree Hypnotherapy Clinic — [1521, 487, 1909, 508]
ad-body-text: 4 BHK, I Block, Ramakrishnanagar. Contact: — [653, 1492, 870, 1504]
ad-phone-number: 9986874584 — [649, 1439, 905, 1461]
ad-body-text: ಮೈಸೂರಿನ ಪ್ರತಿಷ್ಠಿತ ಕಂಪನಿಗೆ 7th, SSLC, PUC, ITI, Any Degree, Pass / Fail ಆದವರು Helper, Packing, Labeling ಮತ್ತು Cashier, Billing, Data Entry, Receptionist, Front Office ಬೇಕಾಗಿದ್ದಾರೆ. ಸಂಬಳ: 14,000-39000 (ESI+PF+OT) — [63, 1369, 274, 1429]
ad-body-text: 2000 ರೂ. ಇದ್ದ ಸ್ಕೂಟರ್ ಚಿನ್ನ ಬೆಳ್ಳಿ ಮನೆ ಸಾಲ ಪಡೆಯಲು ಕರೆ ಮಾಡಿ. ಬ್ಯಾಂಕ್ ಲೋನ್, ಗೋಲ್ಡ್ ಲೋನ್ ಸೌಲಭ್ಯ. ಸಂಪರ್ಕಿಸಿ: — [653, 1124, 888, 1148]
ad-body-text: ಜನಮಿತ್ರ ಸ್ಕೂಲ್ ಸಮೀಪ. 2021/0, ಸರಸ್ವತಿಪುರಂ, ಮೈಸೂರು. 11B, 8&11A ಬಡಾವಣೆ ಮಕ್ಕಳಿಗೆ ಎಲ್ಲಾ ವಿಷಯಗಳ ಮನೆ ಪಾಠ ಹೇಳಿಕೊಡಲಾಗುತ್ತದೆ. ಸಂಪರ್ಕಿಸಿ: — [1525, 1247, 1878, 1271]
classified-ad — [57, 200, 286, 358]
black-dot — [581, 1666, 593, 1678]
ad-body-text: ಪ್ರಸಿದ್ಧ ಕಂಪನಿಗಳಲ್ಲಿ ಅಟೆಂಡರ್, ಬ್ಯಾಂಕ್‌ನಲ್ಲಿ ಕೆಲಸ ಮಾಡಲು 18 ರಿಂದ 45 ವರ್ಷದವರು ಬೇಕಾಗಿದ್ದಾರೆ. ವಿದ್ಯಾರ್ಹತೆ: ಓದುಬರಹ ಗೊತ್ತಿರಬೇಕು. ಸಂಬಳ 14000 ರಿಂದ 16000 (ESI, PF, ಸೌಲಭ್ಯವಿರುತ್ತದೆ) — [918, 1369, 1160, 1405]
ad-body-text: ವರ್ಗೀಕೃತ ಜಾಹೀರಾತು ಪುಟ 6 ರಲ್ಲಿ — [1939, 1502, 2146, 1524]
ad-body-text: 1) 33x25 2 Bed Room (BHK) ಕುಂಬಾರ ಕೊಪ್ಪಲು. 2) ಜನತಾ ನಗರ ಬೇಟೆಯಪ್ಪನ ಹತ್ತಿರ 20x15 1 Bed Room (BHK) 3) ಬೋಗಾದಿ 3 Bed Room (BHK) 35x50 — [297, 510, 622, 534]
ad-heading: 2 Bed Room ಕಾರ್ನರ್ ಮನೆ ಮಾರಾಟಕ್ಕಿದೆ — [913, 365, 1193, 385]
classified-ad — [1916, 1099, 2168, 1217]
classified-ad — [912, 200, 1195, 358]
ad-body-text: #282/8, Near Cauvery Circle, Hebbal 2nd Stage, Mysuru- 570017. Teachers Required. PUC, D.ED, B.A, M.A-English, B.Sc., B.Ed- Mathematics, Computer Teacher (B.Ed / B.P.Ed-Physical Education). Email: vidyavahini06@gmail.com — [1922, 1247, 2162, 1307]
ad-body-text: ಮೈಸೂರಿನ ಶ್ರೀರಾಂಪುರದಲ್ಲಿರುವ ಪ್ರತಿಷ್ಠಿತ ಫ್ಯಾಕ್ಟರಿಗೆ ಕೆಲಸಗಾರರು ಬೇಕಾಗಿದ್ದಾರೆ. ವಯಸ್ಸು: 18 ರಿಂದ 30 ವರ್ಷ, ವಿದ್ಯಾರ್ಹತೆ: PUC ಮತ್ತು ITI, ಊಟ, ಸಂಬಳ, ESI ಮತ್ತು PF ಸೌಲಭ್ಯವಿರುತ್ತದೆ. — [297, 387, 626, 411]
ad-phone-number: Mob: 8050345574 — [649, 948, 905, 970]
classified-ad — [292, 486, 642, 604]
ad-body-text: SECURITY FIELD OFFICER (MALE) CANDIDATE. Experience should have 2-3 Years Fresher's & Ex-Serviceman can also apply with good communication Skill. Interest candidates send your CV to E-mail: nimishpvtltd@gmail.com — [1922, 633, 2151, 693]
ad-body-text: 119/1, 1ನೇ ಕ್ರಾಸ್, ರಾಮಾನುಜ ರಸ್ತೆ, ಅಗ್ರಹಾರ, ಮೈಸೂರು. ಮನೆ ಭೋಗ್ಯಕ್ಕೆ ಇದೆ. ಆಸಕ್ತರು ಸಂಪರ್ಕಿಸಿ: — [63, 1124, 266, 1148]
ad-phone-number: 8217368859 — [293, 825, 641, 847]
classified-ad — [912, 731, 1195, 849]
ad-body-text: EMI ನಲ್ಲಿ ಚಿನ್ನದ ಮೇಲೆ ಸಾಲ. ನಿಮ್ಮ ಚಿನ್ನಾಭರಣಗಳನ್ನು ಬ್ಯಾಂಕ್, ಫೈನಾನ್ಸ್ ಗಳಲ್ಲಿ ಗಿರವಿ ಇಟ್ಟಿದ್ದರೆ ನಾವು ಬಿಡಿಸಿಕೊಡುತ್ತೇವೆ. — [918, 1124, 1180, 1148]
ad-phone-number: 9731891409 — [1521, 702, 1909, 724]
classified-ad — [1519, 1099, 1911, 1217]
crop-mark — [0, 843, 21, 844]
classified-ad — [1200, 854, 1514, 972]
ad-phone-number: 9686699959 / 8660754874 — [913, 457, 1193, 479]
ad-phone-number: 9483901192 — [293, 1194, 641, 1215]
ad-phone-number: 8123941037 — [913, 825, 1193, 847]
classified-ad — [912, 854, 1195, 972]
ad-body-text: (A Part of Khanna Gems Group) 100% Natural Gems, Lab Certified Gemstones. HIG-3, Near Akshaya Bhandar, New Kantharaja Urs Rd. Kuvempu Nagar, Mysuru, Karnataka-570023 — [653, 634, 880, 682]
ad-heading: ನಿರುದ್ಯೋಗಿಗಳಿಗೊಂದು ಸುವರ್ಣಾವಕಾಶ — [649, 1224, 905, 1246]
ad-phone-number: 9986874584 — [59, 1562, 285, 1584]
ad-phone-number: 9611135796 / 7619627710 — [293, 580, 641, 601]
classified-ad — [292, 854, 642, 972]
ad-heading: ಮನೆಯಿಂದಲೇ ಸಂಪಾದಿಸಿ — [1521, 733, 1909, 753]
ad-phone-number: Mob: 8970150066 — [1918, 825, 2166, 847]
ad-phone-number: Mob.: 9986926101 — [1201, 702, 1512, 724]
classified-ad — [1519, 486, 1911, 604]
ad-body-text: ಪತ್ರಿಕೆಯಲ್ಲಿ ಪ್ರಕಟವಾಗುವ ಜಾಹೀರಾತುಗಳ ವಿಶ್ವಾಸಾರ್ಹತೆಯನ್ನು ಓದುಗರು ಖಚಿತಪಡಿಸಿಕೊಳ್ಳಬೇಕು. ಜಾಹೀರಾತುದಾರರ ಹೇಳಿಕೆಗಳಿಗೆ ಪತ್ರಿಕೆ ಜವಾಬ್ದಾರವಲ್ಲ. -ಜಾಹೀರಾತು ವ್ಯವಸ್ಥಾಪಕರು — [1525, 1492, 1895, 1516]
classified-ad — [57, 1099, 286, 1217]
ad-heading: ಬೇಕಾಗಿದ್ದಾರೆ — [293, 365, 641, 385]
ad-phone-number: Call: 98800 65122 / 77956 09173 — [913, 1071, 1193, 1092]
classified-ad — [1916, 608, 2168, 726]
ad-phone-number: 8050699742 — [913, 1439, 1193, 1461]
ad-body-text: ಮನೆಯಲ್ಲೇ ಕುಳಿತು ಮೊಬೈಲ್ ಮೂಲಕ ಕೆಲಸ ಮಾಡಿ ತಿಂಗಳಿಗೆ 9 ರಿಂದ 30 ಸಾವಿರ ಗಳಿಸಿ. ಆಸಕ್ತರು ಸಂಪರ್ಕಿಸಿ: — [653, 1248, 894, 1272]
ad-phone-number: 9379769966 — [59, 1194, 285, 1215]
ad-heading: ಖ ಲಕ್ಷ ಇನ್ವೆಸ್ಟ್‌ಮೆಂಟ್ — [1201, 1101, 1512, 1122]
ad-phone-number: 8088647887 — [1521, 1316, 1909, 1338]
ad-body-text: PART TIME / FULL TIME / HOME-BASED E-CODE GAS SAFE. QUALIFICATION / WORK TIME / SALARY. SSLC, PUC, Dip, Degree: 4 HOURS 8000/-, 8 HOURS 16000/-. Android ಫೋನ್ ಹೊಂದಿರಬೇಕು — [1525, 1001, 1896, 1037]
ad-phone-number: 9945667806 — [293, 1316, 641, 1338]
ad-heading: ಶೀಲಾ ಶ್ರೀ ದುಗ್ಗ ಪೂಜಾ — [913, 1470, 1193, 1490]
ad-body-text: 18 ವರ್ಷದಿಂದ Mobile, Electrical, Electronics ಮತ್ತು Computer Hardware ದಲ್ಲಿ ಅನುಭವ ಹೊಂದಿರುವ ಸಂಸ್ಥೆಯಿಂದ ತರಬೇತಿ ನೀಡಲಾಗುತ್ತದೆ. SIMM Institute — [1206, 634, 1496, 670]
ad-body-text: ಮಹಾರಾಜ, ಒಂಟಿಕೊಪ್ಪಲ್, K G Koppal ಏರಿಯಾಗಳಲ್ಲಿ ಕೆಲಸ ಮಾಡಲು ಸೆಕ್ಯೂರಿಟಿ ಗಾರ್ಡ್‌ಗಳು ಬೇಕಾಗಿದ್ದಾರೆ. ವಿದ್ಯಾರ್ಹತೆ SSLC ಮೇಲ್ಪಟ್ಟು, ಸಂಬಳ 14,500/–, ESI, PF ಊಟ, ತಿಂಡಿ, ವಸತಿ ಸೌಲಭ್ಯವಿರುತ್ತದೆ. ಸಂಪರ್ಕಿಸಬೇಕಾದ ಸಂಖ್ಯೆಗಳು: — [63, 633, 278, 681]
